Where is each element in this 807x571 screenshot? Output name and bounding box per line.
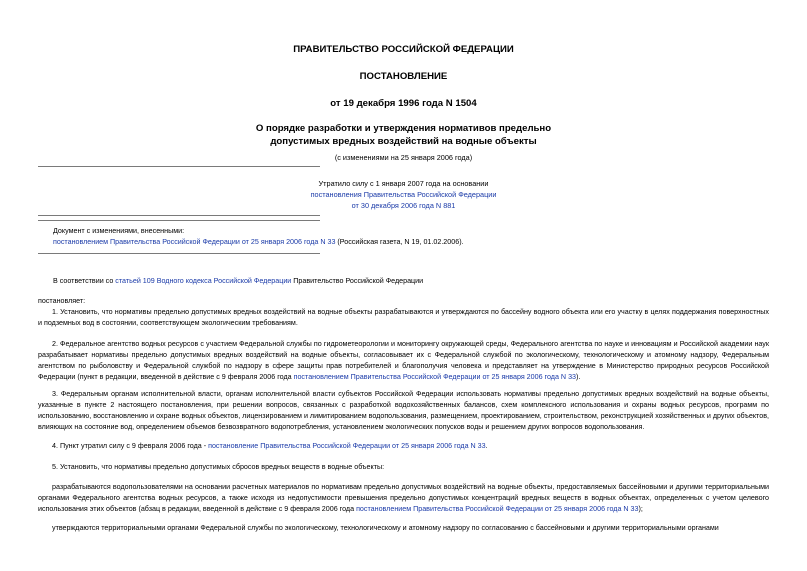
changes-label: Документ с изменениями, внесенными: xyxy=(53,227,185,235)
divider-4 xyxy=(38,253,320,254)
doc-type: ПОСТАНОВЛЕНИЕ xyxy=(359,71,448,82)
paragraph-4-link[interactable]: постановление Правительства Российской Федерации от 25 января 2006 года N 33 xyxy=(208,442,486,450)
divider-1 xyxy=(38,166,320,167)
paragraph-2-end: ). xyxy=(576,373,581,382)
paragraph-6-end: ); xyxy=(638,505,643,514)
org-name: ПРАВИТЕЛЬСТВО РОССИЙСКОЙ ФЕДЕРАЦИИ xyxy=(293,44,514,55)
lapsed-link-line1[interactable]: постановления Правительства Российской Федерации xyxy=(310,190,497,199)
paragraph-6-text: разрабатываются водопользователями на основании расчетных материалов по нормативам предельно допустимых воздействий на водные объекты, предоставляемых бассейновыми и другими территориальными органами Федерального агентства водных ресурсов, а также исходя из недопустимости превышения предельно допустимых концентраций вредных веществ в водных объектах, определенных с учетом целевого использования этих объектов (абзац в редакции, введенной в действие с 9 февраля 2006 года xyxy=(38,483,769,514)
paragraph-3: 3. Федеральным органам исполнительной власти, органам исполнительной власти субъектов Российской Федерации использовать нормативы предельно допустимых вредных воздействий на водные объекты, указанные в пункте 2 настоящего постановления, при решении вопросов, связанных с разработкой водохозяйственных балансов, схем комплексного использования и охраны водных ресурсов, программ по использованию, восстановлению и охране водных объектов, лицензированием и лимитированием водопользования, размещением, проектированием, строительством, реконструкцией хозяйственных и других объектов, влияющих на состояние вод, определением объемов безвозвратного водопотребления, установлением экологических попусков воды и решением других вопросов водопользования. xyxy=(38,390,769,432)
lapsed-link-line2[interactable]: от 30 декабря 2006 года N 881 xyxy=(351,201,456,210)
doc-title-line2: допустимых вредных воздействий на водные объекты xyxy=(270,136,537,147)
lapsed-notice xyxy=(0,178,807,211)
paragraph-4-end: . xyxy=(485,442,488,450)
divider-3 xyxy=(38,220,320,221)
doc-title-line1: О порядке разработки и утверждения нормативов предельно xyxy=(255,123,552,134)
doc-date-number: от 19 декабря 1996 года N 1504 xyxy=(330,98,477,109)
preamble-after: Правительство Российской Федерации xyxy=(291,277,424,285)
paragraph-5: 5. Установить, что нормативы предельно допустимых сбросов вредных веществ в водные объекты: xyxy=(52,463,385,471)
paragraph-2-text: 2. Федеральное агентство водных ресурсов с участием Федеральной службы по гидрометеорологии и мониторингу окружающей среды, Федерального агентства по науке и инновациям и Российской академии наук разрабатывает нормативы предельно допустимых вредных воздействий на водные объекты, согласовывает их с Федеральной службой по экологическому, технологическому и атомному надзору, Федеральным агентством по рыболовству и Федеральной службой по надзору в сфере защиты прав потребителей и благополучия человека и представляет на утверждение в Министерство природных ресурсов Российской Федерации (пункт в редакции, введенной в действие с 9 февраля 2006 года xyxy=(38,340,769,382)
resolves-label: постановляет: xyxy=(38,297,86,305)
lapsed-line: Утратило силу с 1 января 2007 года на основании xyxy=(318,179,489,188)
changes-source: (Российская газета, N 19, 01.02.2006). xyxy=(335,238,464,246)
changes-link[interactable]: постановлением Правительства Российской Федерации от 25 января 2006 года N 33 xyxy=(53,238,336,246)
paragraph-4-text: 4. Пункт утратил силу с 9 февраля 2006 года - xyxy=(52,442,209,450)
divider-2 xyxy=(38,215,320,216)
paragraph-6 xyxy=(38,482,769,515)
paragraph-2 xyxy=(38,339,769,383)
amendments-note: (с изменениями на 25 января 2006 года) xyxy=(334,153,473,162)
paragraph-6-link[interactable]: постановлением Правительства Российской Федерации от 25 января 2006 года N 33 xyxy=(356,505,639,514)
paragraph-7: утверждаются территориальными органами Федеральной службы по экологическому, технологическому и атомному надзору по согласованию с бассейновыми и другими территориальными органами xyxy=(52,524,719,532)
paragraph-2-link[interactable]: постановлением Правительства Российской Федерации от 25 января 2006 года N 33 xyxy=(293,373,577,382)
preamble-before: В соответствии со xyxy=(53,277,116,285)
changes-line xyxy=(53,237,464,248)
paragraph-4 xyxy=(38,441,769,452)
doc-title xyxy=(0,122,807,148)
preamble xyxy=(53,276,423,287)
water-code-link[interactable]: статьей 109 Водного кодекса Российской Федерации xyxy=(115,277,292,285)
paragraph-1: 1. Установить, что нормативы предельно допустимых вредных воздействий на водные объекты разрабатываются и утверждаются по бассейну водного объекта или его участку в целях поддержания поверхностных и подземных вод в состоянии, соответствующем экологическим требованиям. xyxy=(38,308,769,328)
